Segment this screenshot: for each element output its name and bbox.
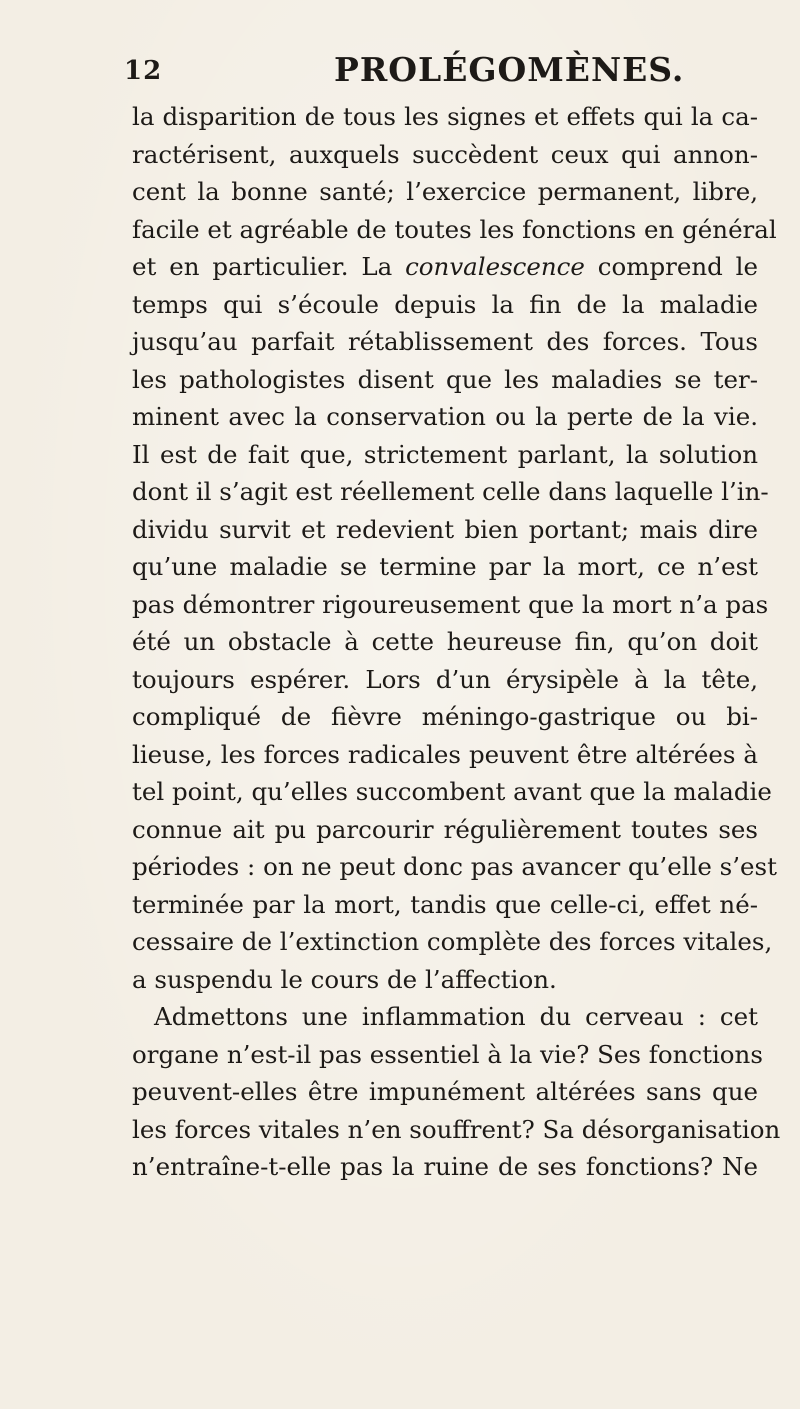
text-line: Il est de fait que, strictement parlant, la solution [132,439,758,469]
text-line: été un obstacle à cette heureuse fin, qu’on doit [132,627,758,656]
text-line: a suspendu le cours de l’affection. [132,964,557,994]
text-line: ractérisent, auxquels succèdent ceux qui annon- [132,139,758,169]
text-line: facile et agréable de toutes les fonctions en général [132,214,777,244]
text-line: périodes : on ne peut donc pas avancer qu’elle s’est [132,852,777,881]
text-line: la disparition de tous les signes et effets qui la ca- [132,102,758,131]
text-line: lieuse, les forces radicales peuvent être altérées à [132,739,758,769]
text-line: les forces vitales n’en souffrent? Sa désorganisation [132,1114,781,1144]
text-line: peuvent-elles être impunément altérées sans que [132,1077,758,1106]
text-line: tel point, qu’elles succombent avant que la maladie [132,777,772,806]
text-line: qu’une maladie se termine par la mort, ce n’est [132,552,758,581]
page-number: 12 [124,56,163,86]
text-line: n’entraîne-t-elle pas la ruine de ses fonctions? Ne [132,1152,758,1181]
text-segment: et en particulier. La [132,252,393,281]
text-line: Admettons une inflammation du cerveau : cet [154,1002,758,1031]
text-line: dividu survit et redevient bien portant; mais dire [132,514,758,544]
text-line: les pathologistes disent que les maladies se ter- [132,364,758,394]
text-line: temps qui s’écoule depuis la fin de la maladie [132,289,758,319]
text-line: pas démontrer rigoureusement que la mort n’a pas [132,589,769,619]
text-line: dont il s’agit est réellement celle dans laquelle l’in- [132,477,769,506]
text-line: minent avec la conservation ou la perte de la vie. [132,402,758,431]
text-segment: comprend le [597,252,759,281]
text-line-with-emphasis [132,248,758,286]
text-line: connue ait pu parcourir régulièrement toutes ses [132,814,758,844]
page-header [120,44,760,94]
text-line: cent la bonne santé; l’exercice permanent, libre, [132,177,758,206]
text-line: compliqué de fièvre méningo-gastrique ou bi- [132,702,758,731]
text-line: cessaire de l’extinction complète des forces vitales, [132,927,773,956]
text-line: toujours espérer. Lors d’un érysipèle à la tête, [132,664,758,694]
emphasized-term: convalescence [405,252,585,281]
text-line: terminée par la mort, tandis que celle-ci, effet né- [132,889,758,919]
text-line: jusqu’au parfait rétablissement des forces. Tous [132,327,758,356]
body-text [132,98,781,1186]
running-title: PROLÉGOMÈNES. [334,50,685,89]
text-line: organe n’est-il pas essentiel à la vie? Ses fonctions [132,1039,763,1069]
